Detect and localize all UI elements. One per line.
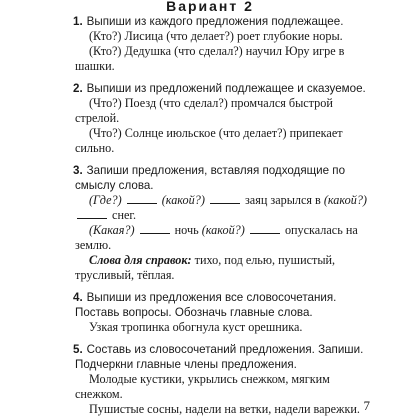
task-3-sentence-2 <box>75 223 375 253</box>
task-text: Выпиши из каждого предложения подлежащее. <box>86 15 344 28</box>
task-3-instruction <box>75 163 375 193</box>
task-number: 2. <box>73 82 83 95</box>
sentence-part: заяц зарылся в <box>244 193 321 207</box>
task-4-instruction <box>75 290 375 320</box>
task-1 <box>75 14 375 74</box>
answer-blank <box>210 193 240 204</box>
task-5 <box>75 342 375 417</box>
question-word: (Какая?) <box>89 223 135 237</box>
reference-text: тихо, под елью, пушистый, трусливый, тёплая. <box>75 253 336 282</box>
task-2 <box>75 81 375 156</box>
answer-blank <box>77 208 107 219</box>
task-number: 3. <box>73 164 83 177</box>
answer-blank <box>140 223 170 234</box>
task-1-sentence-1: (Кто?) Лисица (что делает?) роет глубокие норы. <box>89 29 343 43</box>
sentence-part: снег. <box>112 208 137 222</box>
variant-heading: Вариант 2 <box>166 0 254 14</box>
question-word: (какой?) <box>201 223 245 237</box>
answer-blank <box>127 193 157 204</box>
page-number: 7 <box>363 398 370 413</box>
reference-label: Слова для справок: <box>89 253 192 267</box>
question-word: (какой?) <box>161 193 205 207</box>
worksheet-content <box>75 14 375 417</box>
task-5-sentence-1: Молодые кустики, укрылись снежком, мягким снежком. <box>75 372 330 401</box>
task-5-instruction <box>75 342 375 372</box>
sentence-part: опускалась на землю. <box>75 223 358 252</box>
question-word: (какой?) <box>323 193 367 207</box>
reference-words <box>75 253 375 283</box>
task-5-sentence-2: Пушистые сосны, надели на ветки, надели варежки. <box>89 402 360 416</box>
task-text: Выпиши из предложения все словосочетания. Поставь вопросы. Обозначь главные слова. <box>75 291 337 319</box>
task-2-sentence-2: (Что?) Солнце июльское (что делает?) припекает сильно. <box>75 126 343 155</box>
task-text: Составь из словосочетаний предложения. Запиши. Подчеркни главные члены предложения. <box>75 343 364 371</box>
task-number: 5. <box>73 343 83 356</box>
task-text: Выпиши из предложений подлежащее и сказуемое. <box>86 82 366 95</box>
task-2-instruction <box>75 81 375 96</box>
task-text: Запиши предложения, вставляя подходящие по смыслу слова. <box>75 164 346 192</box>
task-4-sentence: Узкая тропинка обогнула куст орешника. <box>89 320 303 334</box>
task-1-sentence-2: (Кто?) Дедушка (что сделал?) научил Юру игре в шашки. <box>75 44 345 73</box>
task-3-sentence-1 <box>75 193 375 223</box>
task-2-sentence-1: (Что?) Поезд (что сделал?) промчался быстрой стрелой. <box>75 96 333 125</box>
task-number: 1. <box>73 15 83 28</box>
task-4 <box>75 290 375 335</box>
answer-blank <box>250 223 280 234</box>
task-1-instruction <box>75 14 375 29</box>
task-3 <box>75 163 375 283</box>
question-word: (Где?) <box>89 193 122 207</box>
task-number: 4. <box>73 291 83 304</box>
sentence-part: ночь <box>174 223 199 237</box>
